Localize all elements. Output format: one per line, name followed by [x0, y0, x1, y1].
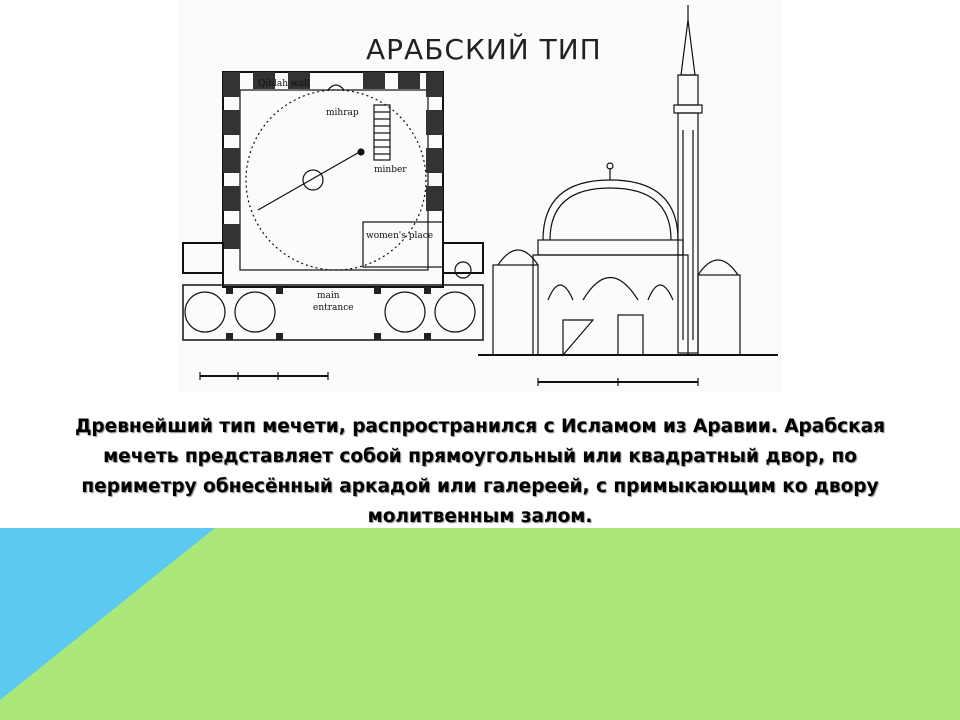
slide-caption: Древнейший тип мечети, распространился с Исламом из Аравии. Арабская мечеть представляет собой прямоугольный или квадратный двор, по периметру обнесённый аркадой или галереей, с примыкающим ко двору молитвенным залом. [74, 416, 886, 527]
slide-title: АРАБСКИЙ ТИП [366, 33, 602, 66]
floor-plan-drawing [183, 72, 483, 380]
plan-label-entrance: entrance [313, 303, 354, 313]
plan-label-mihrap: mihrap [326, 108, 359, 118]
plan-label-main: main [317, 291, 340, 301]
plan-label-womens-place: women's place [366, 231, 434, 241]
plan-label-qiblah-wall: Qiblah wall [258, 79, 310, 89]
plan-label-minber: minber [374, 165, 407, 175]
